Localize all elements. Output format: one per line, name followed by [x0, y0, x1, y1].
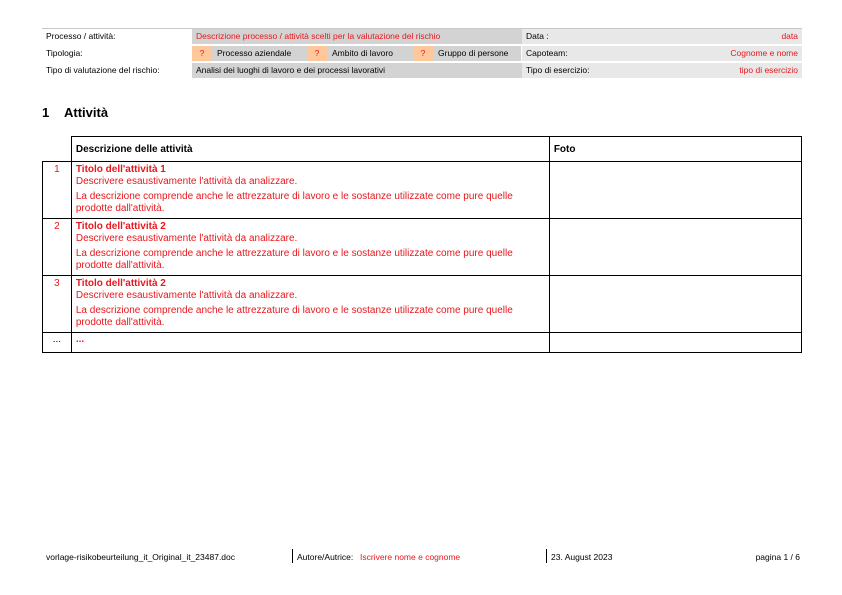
photo-cell[interactable]: [549, 276, 801, 333]
activity-title: Titolo dell'attività 2: [75, 278, 166, 289]
footer-divider: [546, 549, 547, 563]
activity-text-2: La descrizione comprende anche le attrezzature di lavoro e le sostanze utilizzate come pure quelle prodotte dall'attività.: [75, 191, 513, 214]
row-number: 1: [43, 162, 72, 219]
activities-table: [42, 136, 802, 353]
activity-text-1: Descrivere esaustivamente l'attività da analizzare.: [75, 290, 298, 301]
type-checkbox-gruppo[interactable]: ?: [413, 46, 433, 61]
activity-title: Titolo dell'attività 2: [75, 221, 166, 232]
footer-author-value[interactable]: Iscrivere nome e cognome: [360, 552, 461, 562]
team-value-field[interactable]: Cognome e nome: [619, 45, 802, 62]
footer-page-number: pagina 1 / 6: [755, 552, 800, 562]
type-option-ambito: Ambito di lavoro: [327, 46, 413, 61]
type-row: [42, 45, 802, 62]
row-number: 2: [43, 219, 72, 276]
photo-cell[interactable]: [549, 219, 801, 276]
section-heading: [42, 105, 108, 120]
assessment-value-field[interactable]: Analisi dei luoghi di lavoro e dei processi lavorativi: [192, 62, 522, 79]
photo-cell[interactable]: [549, 333, 801, 353]
footer-divider: [292, 549, 293, 563]
section-title: Attività: [64, 105, 109, 120]
type-option-processo: Processo aziendale: [212, 46, 307, 61]
activity-description-cell[interactable]: ...: [71, 333, 549, 353]
assessment-label: Tipo di valutazione del rischio:: [42, 62, 192, 79]
type-label: Tipologia:: [42, 45, 192, 62]
assessment-row: [42, 62, 802, 79]
header-info-table: [42, 28, 802, 80]
date-value-field[interactable]: data: [619, 29, 802, 46]
page-footer: [42, 549, 802, 565]
table-header-row: [43, 137, 802, 162]
table-row: [43, 162, 802, 219]
footer-date: 23. August 2023: [551, 552, 613, 562]
footer-author-label: Autore/Autrice:: [297, 552, 354, 562]
type-options: [192, 45, 522, 62]
date-label: Data :: [522, 29, 619, 46]
header-photo: Foto: [549, 137, 801, 162]
photo-cell[interactable]: [549, 162, 801, 219]
activity-text-2: La descrizione comprende anche le attrezzature di lavoro e le sostanze utilizzate come pure quelle prodotte dall'attività.: [75, 248, 513, 271]
type-option-gruppo: Gruppo di persone: [433, 46, 521, 61]
activity-text-1: Descrivere esaustivamente l'attività da analizzare.: [75, 233, 298, 244]
row-number: ...: [43, 333, 72, 353]
process-row: [42, 29, 802, 46]
table-row: [43, 219, 802, 276]
activity-description-cell[interactable]: [71, 162, 549, 219]
header-num-cell: [43, 137, 72, 162]
team-label: Capoteam:: [522, 45, 619, 62]
header-description: Descrizione delle attività: [71, 137, 549, 162]
table-row: [43, 276, 802, 333]
activity-title: Titolo dell'attività 1: [75, 164, 166, 175]
table-row-ellipsis: [43, 333, 802, 353]
type-checkbox-ambito[interactable]: ?: [307, 46, 327, 61]
activity-text-1: Descrivere esaustivamente l'attività da analizzare.: [75, 176, 298, 187]
exercise-value-field[interactable]: tipo di esercizio: [619, 62, 802, 79]
activity-description-cell[interactable]: [71, 219, 549, 276]
activity-text-2: La descrizione comprende anche le attrezzature di lavoro e le sostanze utilizzate come pure quelle prodotte dall'attività.: [75, 305, 513, 328]
type-checkbox-processo[interactable]: ?: [192, 46, 212, 61]
row-number: 3: [43, 276, 72, 333]
exercise-label: Tipo di esercizio:: [522, 62, 619, 79]
activity-description-cell[interactable]: [71, 276, 549, 333]
section-number: 1: [42, 105, 50, 120]
process-value-field[interactable]: Descrizione processo / attività scelti per la valutazione del rischio: [192, 29, 522, 46]
process-label: Processo / attività:: [42, 29, 192, 46]
footer-filename: vorlage-risikobeurteilung_it_Original_it_23487.doc: [46, 552, 236, 562]
